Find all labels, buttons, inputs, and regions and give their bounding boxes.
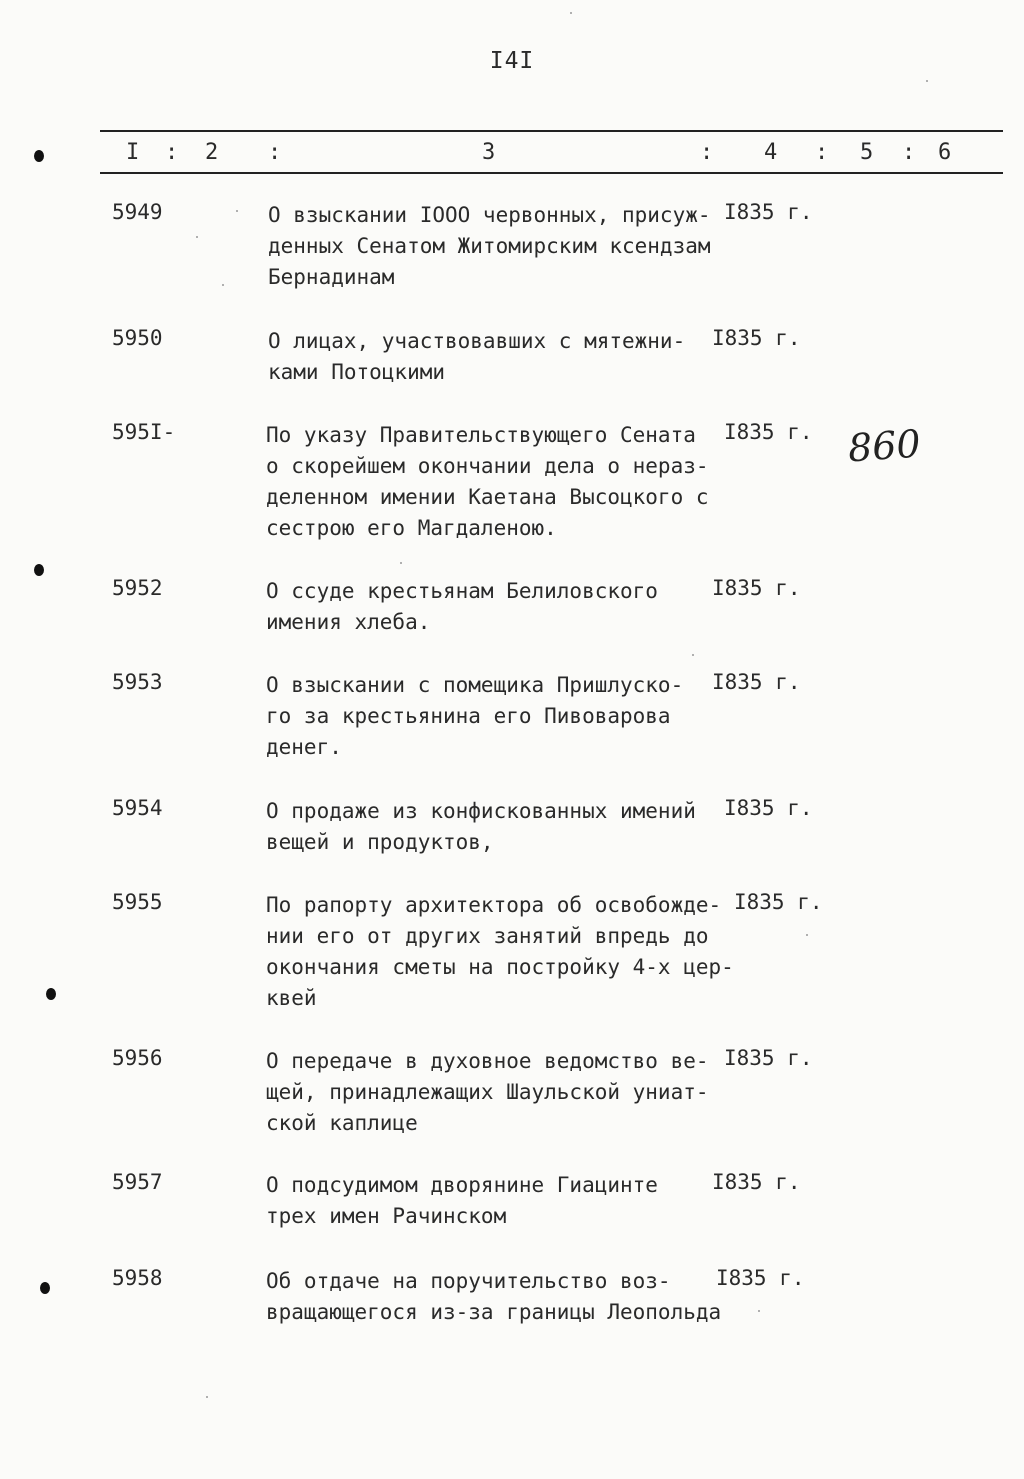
row-description: О взыскании IOOO червонных, присуж- денных Сенатом Житомирским ксендзам Бернадинам	[268, 203, 711, 289]
row-date: I835 г.	[724, 1046, 813, 1070]
row-date: I835 г.	[716, 1266, 805, 1290]
row-description: По рапорту архитектора об освобожде- нии его от других занятий впредь до окончания сметы на постройку 4-х цер- квей	[266, 893, 734, 1010]
header-sep: :	[902, 140, 916, 165]
row-date: I835 г.	[724, 796, 813, 820]
row-date: I835 г.	[724, 200, 813, 224]
row-description: О лицах, участвовавших с мятежни- ками Потоцкими	[268, 329, 686, 384]
header-col-2: 2	[205, 140, 219, 165]
header-sep: :	[268, 140, 282, 165]
header-sep: :	[165, 140, 179, 165]
page-number: I4I	[489, 48, 535, 74]
scan-speck	[400, 562, 402, 564]
row-number: 5949	[112, 200, 163, 224]
row-date: I835 г.	[724, 420, 813, 444]
header-bottom-rule	[100, 172, 1003, 174]
row-number: 5953	[112, 670, 163, 694]
row-description: О продаже из конфискованных имений вещей и продуктов,	[266, 799, 696, 854]
header-col-5: 5	[860, 140, 874, 165]
row-date: I835 г.	[712, 670, 801, 694]
row-date: I835 г.	[712, 576, 801, 600]
row-number: 5956	[112, 1046, 163, 1070]
header-col-1: I	[126, 140, 140, 165]
row-description: О передаче в духовное ведомство ве- щей, принадлежащих Шаульской униат- ской каплице	[266, 1049, 709, 1135]
punch-hole	[46, 988, 56, 1000]
scan-speck	[236, 210, 238, 212]
row-number: 5952	[112, 576, 163, 600]
row-description: Об отдаче на поручительство воз- вращающегося из-за границы Леопольда	[266, 1269, 722, 1324]
scan-speck	[196, 236, 198, 238]
header-col-6: 6	[938, 140, 952, 165]
row-description: О взыскании с помещика Пришлуско- го за крестьянина его Пивоварова денег.	[266, 673, 684, 759]
row-description: О подсудимом дворянине Гиацинте трех имен Рачинском	[266, 1173, 658, 1228]
header-col-3: 3	[482, 140, 496, 165]
row-description: По указу Правительствующего Сената о скорейшем окончании дела о нераз- деленном имении Каетана Высоцкого с сестрою его Магдаленою.	[266, 423, 709, 540]
scan-speck	[806, 934, 808, 936]
scan-speck	[222, 284, 224, 286]
header-sep: :	[700, 140, 714, 165]
row-number: 595I-	[112, 420, 176, 444]
scan-speck	[758, 1310, 760, 1312]
row-number: 5958	[112, 1266, 163, 1290]
row-date: I835 г.	[712, 326, 801, 350]
handwritten-note: 860	[846, 421, 922, 471]
scan-speck	[692, 654, 694, 656]
header-col-4: 4	[764, 140, 778, 165]
row-date: I835 г.	[734, 890, 823, 914]
row-number: 5954	[112, 796, 163, 820]
row-date: I835 г.	[712, 1170, 801, 1194]
punch-hole	[40, 1282, 50, 1294]
scan-speck	[926, 80, 928, 82]
header-sep: :	[815, 140, 829, 165]
row-number: 5957	[112, 1170, 163, 1194]
scan-speck	[570, 12, 572, 14]
punch-hole	[34, 564, 44, 576]
row-number: 5955	[112, 890, 163, 914]
row-number: 5950	[112, 326, 163, 350]
header-top-rule	[100, 130, 1003, 132]
scan-speck	[206, 1396, 208, 1398]
row-description: О ссуде крестьянам Белиловского имения хлеба.	[266, 579, 658, 634]
punch-hole	[34, 150, 44, 162]
